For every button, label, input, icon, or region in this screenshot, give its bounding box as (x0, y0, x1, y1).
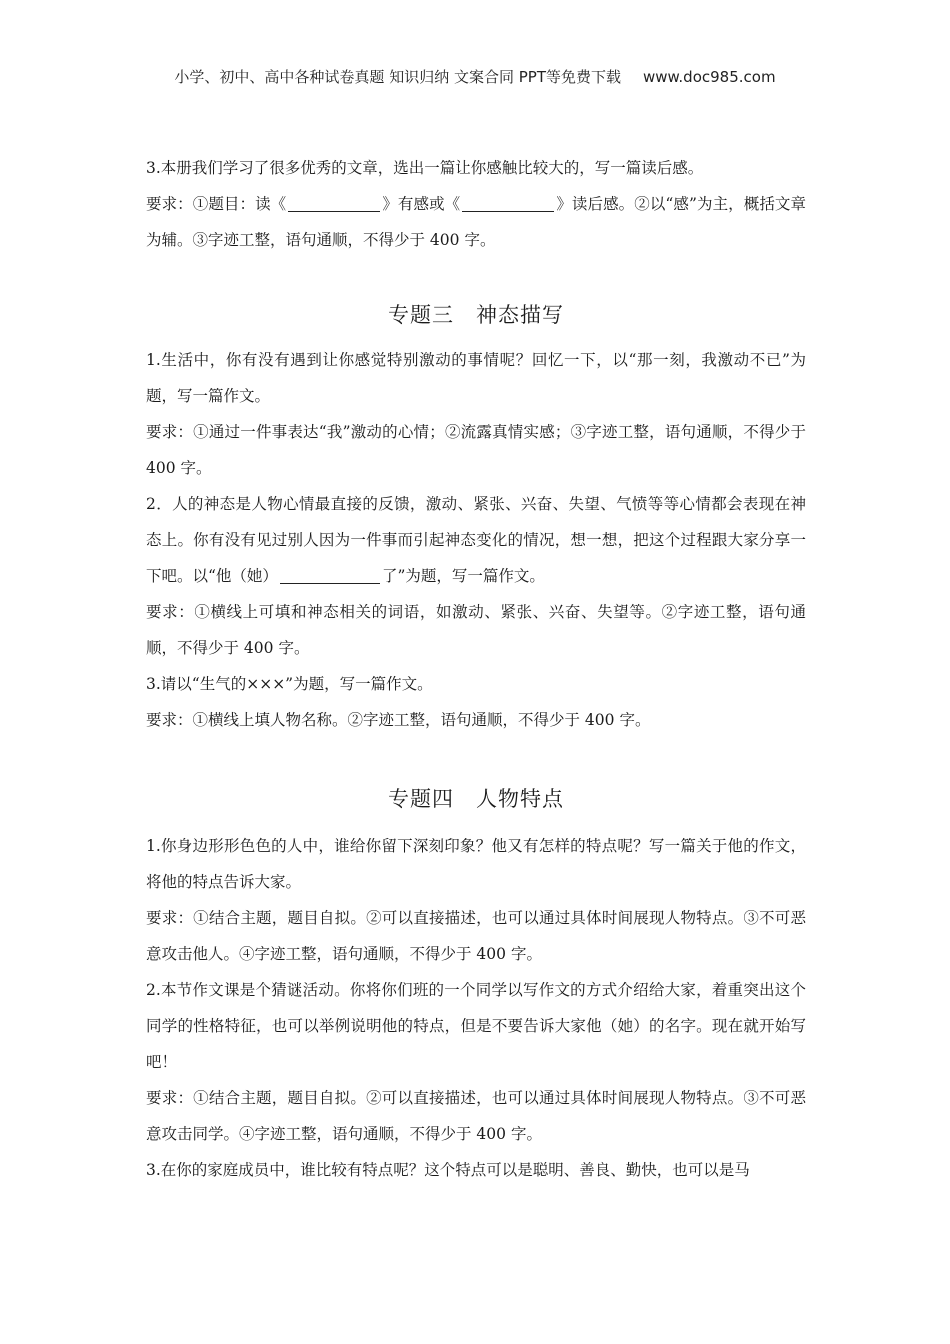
title-blank-2[interactable] (462, 193, 554, 212)
s3-requirement-2: 要求：①横线上可填和神态相关的词语，如激动、紧张、兴奋、失望等。②字迹工整，语句通顺，不得少于 400 字。 (146, 603, 806, 657)
s3-q2-blank[interactable] (280, 565, 380, 584)
s3-requirement-1: 要求：①通过一件事表达“我”激动的心情；②流露真情实感；③字迹工整，语句通顺，不得少于 400 字。 (146, 423, 806, 477)
s4-question-3: 3.在你的家庭成员中，谁比较有特点呢？这个特点可以是聪明、善良、勤快，也可以是马 (146, 1161, 750, 1179)
title-blank-1[interactable] (288, 193, 380, 212)
header-site-link[interactable]: www.doc985.com (642, 68, 776, 86)
document-body (146, 150, 806, 1188)
req-part-c: 》读后感。②以“感”为主，概括文章为辅。③字迹工整，语句通顺，不得少于 400 字。 (146, 195, 806, 249)
s4-requirement-2: 要求：①结合主题，题目自拟。②可以直接描述，也可以通过具体时间展现人物特点。③不可恶意攻击同学。④字迹工整，语句通顺，不得少于 400 字。 (146, 1089, 806, 1143)
s3-question-3: 3.请以“生气的×××”为题，写一篇作文。 (146, 675, 433, 693)
s3-question-1: 1.生活中，你有没有遇到让你感觉特别激动的事情呢？回忆一下，以“那一刻，我激动不已”为题，写一篇作文。 (146, 351, 806, 405)
top-question-3: 3.本册我们学习了很多优秀的文章，选出一篇让你感触比较大的，写一篇读后感。 (146, 159, 704, 177)
s4-question-2: 2.本节作文课是个猜谜活动。你将你们班的一个同学以写作文的方式介绍给大家，着重突出这个同学的性格特征，也可以举例说明他的特点，但是不要告诉大家他（她）的名字。现在就开始写吧！ (146, 981, 806, 1071)
top-requirement-3 (146, 186, 806, 258)
s4-requirement-1: 要求：①结合主题，题目自拟。②可以直接描述，也可以通过具体时间展现人物特点。③不可恶意攻击他人。④字迹工整，语句通顺，不得少于 400 字。 (146, 909, 806, 963)
req-part-a: 要求：①题目：读《 (146, 195, 287, 213)
section-title-3: 专题三 神态描写 (388, 303, 564, 327)
s3-question-2 (146, 486, 806, 594)
s3-q2-part-a: 2．人的神态是人物心情最直接的反馈，激动、紧张、兴奋、失望、气愤等等心情都会表现在神态上。你有没有见过别人因为一件事而引起神态变化的情况，想一想，把这个过程跟大家分享一下吧。以“他（她） (146, 495, 806, 585)
header-text: 小学、初中、高中各种试卷真题 知识归纳 文案合同 PPT等免费下载 (174, 68, 621, 86)
s4-question-1: 1.你身边形形色色的人中，谁给你留下深刻印象？他又有怎样的特点呢？写一篇关于他的作文，将他的特点告诉大家。 (146, 837, 806, 891)
s3-requirement-3: 要求：①横线上填人物名称。②字迹工整，语句通顺，不得少于 400 字。 (146, 711, 651, 729)
page-header (0, 66, 950, 87)
s3-q2-part-b: 了”为题，写一篇作文。 (381, 567, 545, 585)
section-title-4: 专题四 人物特点 (388, 787, 564, 811)
req-part-b: 》有感或《 (382, 195, 461, 213)
